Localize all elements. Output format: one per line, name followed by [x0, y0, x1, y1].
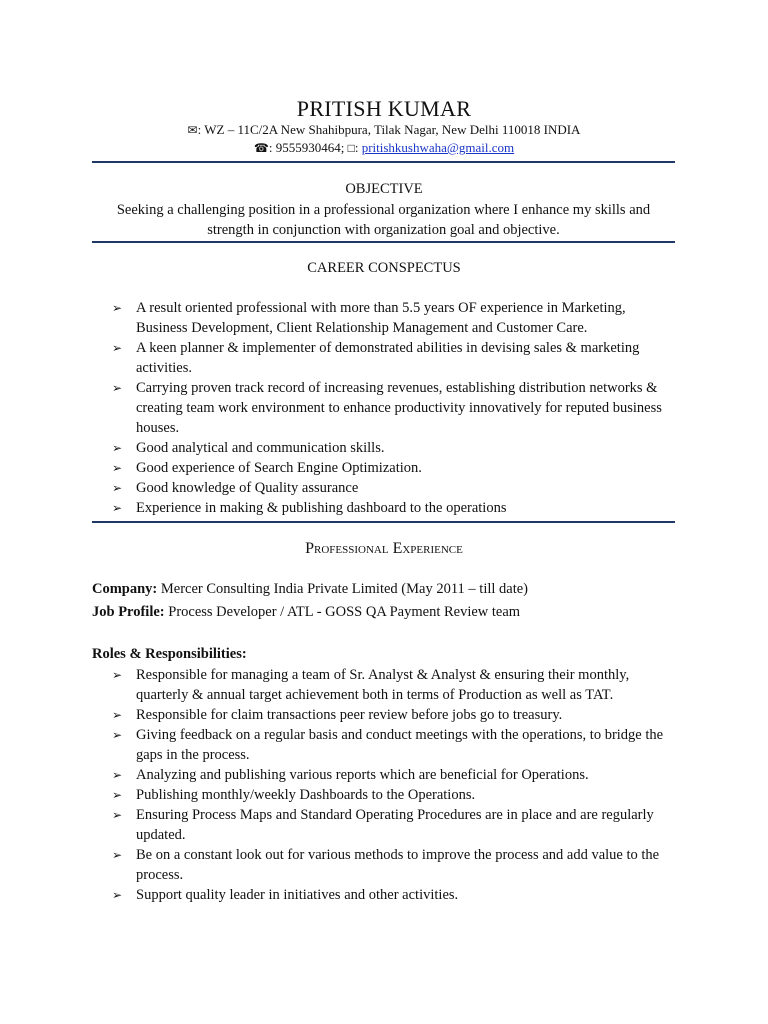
arrow-bullet-icon: ➢ [112, 668, 123, 682]
list-item-text: Carrying proven track record of increasing revenues, establishing distribution networks & creating team work environment to enhance productivity innovatively for reputed business houses. [136, 380, 662, 436]
career-bullets [92, 298, 675, 518]
list-item [92, 478, 675, 498]
arrow-bullet-icon: ➢ [112, 848, 123, 862]
company-line [92, 581, 528, 598]
list-item-text: Giving feedback on a regular basis and conduct meetings with the operations, to bridge the gaps in the process. [136, 727, 664, 763]
list-item-text: A result oriented professional with more than 5.5 years OF experience in Marketing, Business Development, Client Relationship Management and Customer Care. [136, 300, 626, 336]
list-item [92, 458, 675, 478]
arrow-bullet-icon: ➢ [112, 768, 123, 782]
list-item [92, 805, 675, 845]
list-item-text: Publishing monthly/weekly Dashboards to the Operations. [136, 787, 476, 803]
experience-title: Professional Experience [305, 540, 463, 557]
email-icon: □ [347, 141, 355, 155]
list-item [92, 338, 675, 378]
arrow-bullet-icon: ➢ [112, 301, 123, 315]
phone-icon: ☎ [253, 141, 269, 155]
objective-text: Seeking a challenging position in a professional organization where I enhance my skills and strength in conjunction with organization goal and objective. [116, 202, 651, 238]
address-text: WZ – 11C/2A New Shahibpura, Tilak Nagar, New Delhi 110018 INDIA [204, 122, 581, 137]
roles-bullets [92, 665, 675, 905]
phone-number: 9555930464 [275, 140, 341, 155]
company-label: Company: [92, 581, 158, 597]
address-line: ✉: WZ – 11C/2A New Shahibpura, Tilak Nagar, New Delhi 110018 INDIA [187, 122, 581, 137]
list-item [92, 765, 675, 785]
list-item [92, 665, 675, 705]
divider [92, 241, 675, 243]
list-item-text: Analyzing and publishing various reports which are beneficial for Operations. [136, 767, 589, 783]
envelope-icon: ✉ [187, 123, 198, 137]
list-item [92, 378, 675, 438]
arrow-bullet-icon: ➢ [112, 461, 123, 475]
list-item [92, 498, 675, 518]
arrow-bullet-icon: ➢ [112, 441, 123, 455]
email-link[interactable]: pritishkushwaha@gmail.com [361, 140, 515, 155]
list-item-text: Be on a constant look out for various methods to improve the process and add value to the process. [136, 847, 660, 883]
list-item-text: Responsible for managing a team of Sr. Analyst & Analyst & ensuring their monthly, quarterly & annual target achievement both in terms of Production as well as TAT. [136, 667, 630, 703]
contact-line: ☎: 9555930464; □: pritishkushwaha@gmail.com [253, 140, 515, 155]
candidate-name: PRITISH KUMAR [296, 96, 472, 121]
arrow-bullet-icon: ➢ [112, 381, 123, 395]
list-item [92, 705, 675, 725]
list-item [92, 845, 675, 885]
objective-title: OBJECTIVE [345, 181, 423, 197]
list-item-text: Good knowledge of Quality assurance [136, 480, 359, 496]
list-item-text: Good analytical and communication skills. [136, 440, 385, 456]
list-item-text: Support quality leader in initiatives and other activities. [136, 887, 459, 903]
divider [92, 521, 675, 523]
list-item-text: Responsible for claim transactions peer review before jobs go to treasury. [136, 707, 563, 723]
career-title: CAREER CONSPECTUS [307, 260, 461, 276]
arrow-bullet-icon: ➢ [112, 788, 123, 802]
list-item-text: A keen planner & implementer of demonstrated abilities in devising sales & marketing activities. [136, 340, 640, 376]
list-item-text: Ensuring Process Maps and Standard Operating Procedures are in place and are regularly updated. [136, 807, 654, 843]
arrow-bullet-icon: ➢ [112, 888, 123, 902]
roles-title: Roles & Responsibilities: [92, 646, 247, 662]
arrow-bullet-icon: ➢ [112, 808, 123, 822]
company-value: Mercer Consulting India Private Limited (May 2011 – till date) [160, 581, 529, 597]
arrow-bullet-icon: ➢ [112, 501, 123, 515]
list-item [92, 885, 675, 905]
list-item [92, 785, 675, 805]
arrow-bullet-icon: ➢ [112, 728, 123, 742]
arrow-bullet-icon: ➢ [112, 341, 123, 355]
arrow-bullet-icon: ➢ [112, 708, 123, 722]
list-item [92, 298, 675, 338]
list-item-text: Experience in making & publishing dashboard to the operations [136, 500, 507, 516]
list-item-text: Good experience of Search Engine Optimization. [136, 460, 422, 476]
arrow-bullet-icon: ➢ [112, 481, 123, 495]
divider [92, 161, 675, 163]
job-profile-label: Job Profile: [92, 604, 165, 620]
job-profile-line [92, 604, 520, 621]
list-item [92, 725, 675, 765]
job-profile-value: Process Developer / ATL - GOSS QA Payment Review team [168, 604, 521, 620]
list-item [92, 438, 675, 458]
